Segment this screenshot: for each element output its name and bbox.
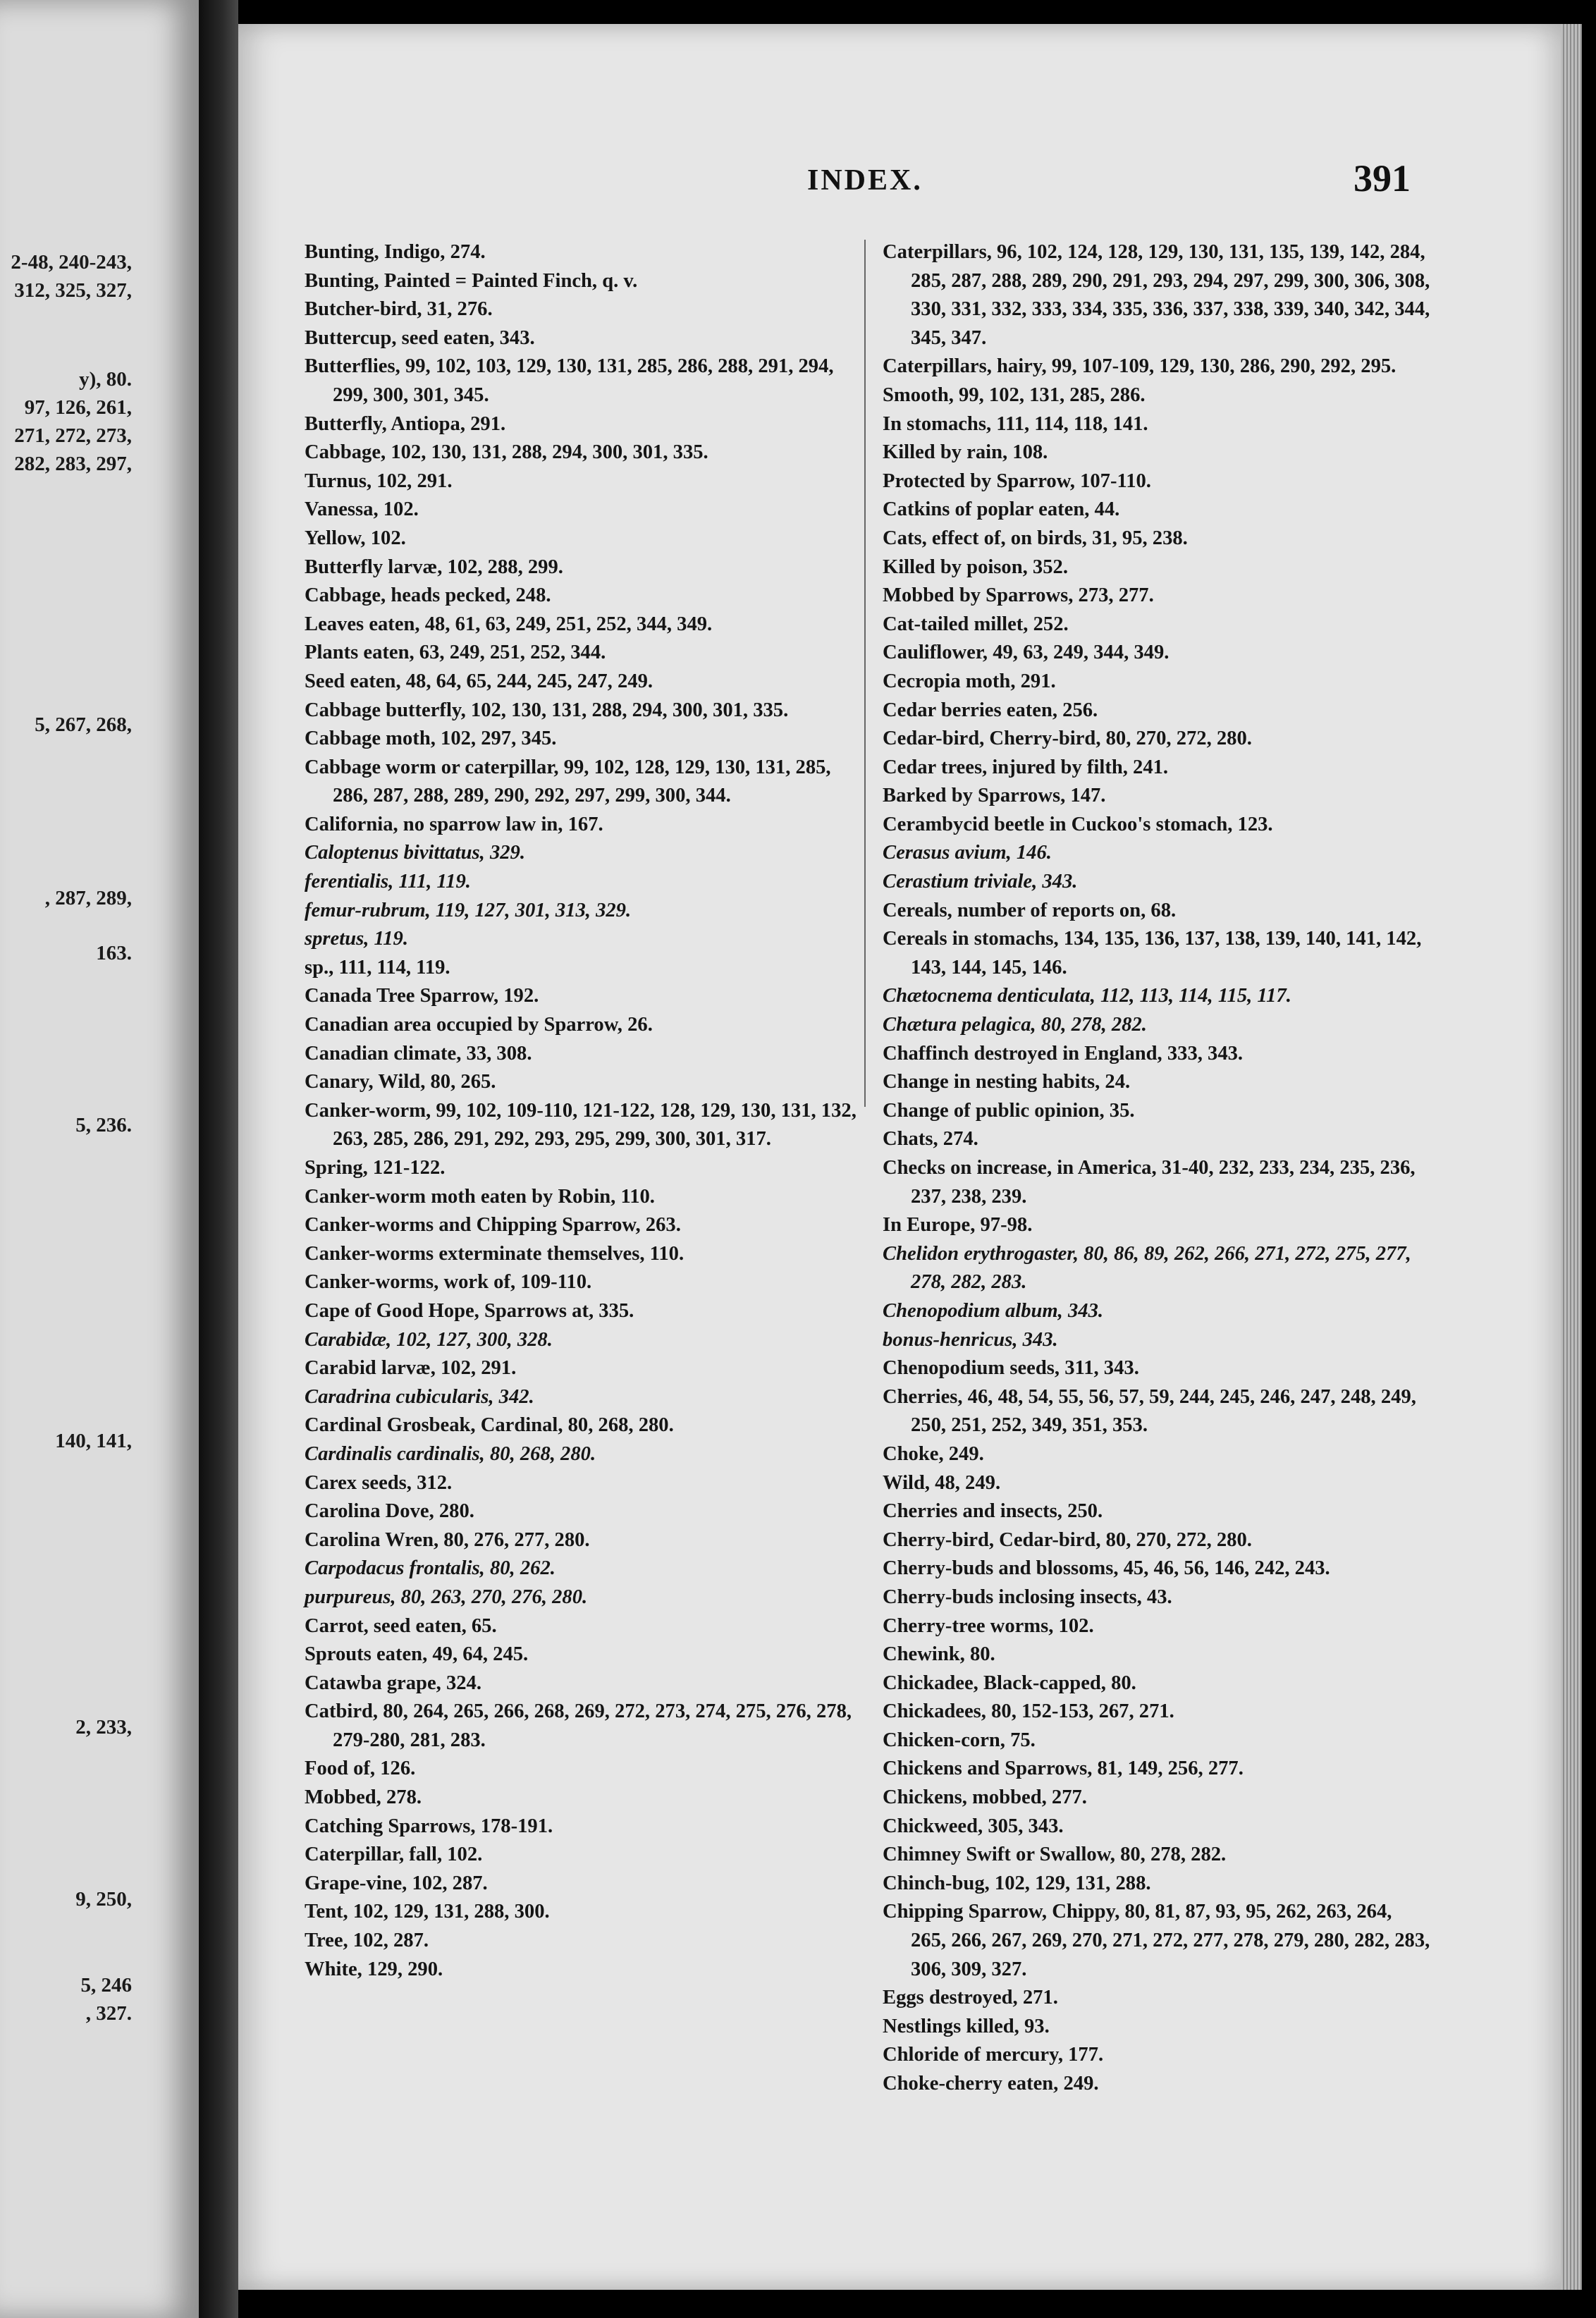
- index-entry: Cardinalis cardinalis, 80, 268, 280.: [305, 1442, 596, 1465]
- index-entry: Carolina Dove, 280.: [305, 1500, 474, 1523]
- index-entry: Canker-worm moth eaten by Robin, 110.: [305, 1185, 655, 1208]
- index-entry: Choke-cherry eaten, 249.: [883, 2073, 1099, 2095]
- index-entry: Cedar trees, injured by filth, 241.: [883, 756, 1169, 778]
- index-entry: Seed eaten, 48, 64, 65, 244, 245, 247, 249.: [305, 670, 653, 692]
- index-entry: White, 129, 290.: [305, 1958, 443, 1980]
- index-entry: Caterpillars, hairy, 99, 107-109, 129, 130, 286, 290, 292, 295.: [883, 355, 1396, 378]
- index-entry: Caloptenus bivittatus, 329.: [305, 842, 525, 864]
- facing-page-text: 2, 233,: [75, 1716, 132, 1738]
- index-entry: Carex seeds, 312.: [305, 1471, 453, 1494]
- index-entry: Catbird, 80, 264, 265, 266, 268, 269, 272, 273, 274, 275, 276, 278, 279-280, 281, 283.: [305, 1700, 852, 1751]
- index-entry: Grape-vine, 102, 287.: [305, 1872, 488, 1894]
- index-entry: Buttercup, seed eaten, 343.: [305, 326, 535, 349]
- index-entry: Tree, 102, 287.: [305, 1930, 429, 1952]
- page-title: INDEX.: [807, 164, 923, 197]
- index-entry: Chimney Swift or Swallow, 80, 278, 282.: [883, 1844, 1227, 1866]
- index-entry: Canker-worm, 99, 102, 109-110, 121-122, 128, 129, 130, 131, 132, 263, 285, 286, 291, 292, 293, 295, 299, 300, 301, 317.: [305, 1099, 857, 1151]
- index-entry: Cherry-tree worms, 102.: [883, 1614, 1094, 1637]
- index-entry: Caterpillars, 96, 102, 124, 128, 129, 130, 131, 135, 139, 142, 284, 285, 287, 288, 289, 290, 291, 293, 294, 297, 299, 300, 306, 308, 330, 331, 332, 333, 334, 335, 336, 337, 338, 339, 340, 342, 344, 345, 347.: [883, 241, 1430, 349]
- index-entry: Butterflies, 99, 102, 103, 129, 130, 131, 285, 286, 288, 291, 294, 299, 300, 301, 345.: [305, 355, 834, 406]
- index-entry: Chickens and Sparrows, 81, 149, 256, 277.: [883, 1758, 1244, 1780]
- facing-page-text: 282, 283, 297,: [14, 453, 132, 475]
- index-entry: Yellow, 102.: [305, 527, 406, 549]
- index-entry: Carrot, seed eaten, 65.: [305, 1614, 497, 1637]
- index-entry: Checks on increase, in America, 31-40, 232, 233, 234, 235, 236, 237, 238, 239.: [883, 1157, 1416, 1208]
- index-entry: Plants eaten, 63, 249, 251, 252, 344.: [305, 642, 606, 664]
- index-entry: Cat-tailed millet, 252.: [883, 613, 1069, 635]
- index-entry: bonus-henricus, 343.: [883, 1328, 1058, 1351]
- index-entry: Smooth, 99, 102, 131, 285, 286.: [883, 384, 1146, 406]
- index-entry: Cedar berries eaten, 256.: [883, 699, 1098, 721]
- index-entry: Chickens, mobbed, 277.: [883, 1786, 1087, 1809]
- index-entry: Catching Sparrows, 178-191.: [305, 1815, 553, 1837]
- index-entry: Canary, Wild, 80, 265.: [305, 1071, 496, 1093]
- index-entry: Turnus, 102, 291.: [305, 470, 453, 492]
- index-entry: sp., 111, 114, 119.: [305, 956, 450, 979]
- index-entry: Canada Tree Sparrow, 192.: [305, 985, 539, 1007]
- index-entry: Chipping Sparrow, Chippy, 80, 81, 87, 93, 95, 262, 263, 264, 265, 266, 267, 269, 270, 271, 272, 277, 278, 279, 280, 282, 283, 306, 309, 327.: [883, 1901, 1430, 1980]
- index-entry: purpureus, 80, 263, 270, 276, 280.: [305, 1586, 588, 1608]
- index-entry: Cereals in stomachs, 134, 135, 136, 137, 138, 139, 140, 141, 142, 143, 144, 145, 146.: [883, 928, 1422, 979]
- facing-page-text: , 287, 289,: [44, 887, 132, 909]
- index-entry: Cherry-buds and blossoms, 45, 46, 56, 146, 242, 243.: [883, 1557, 1330, 1580]
- index-entry: Cabbage, 102, 130, 131, 288, 294, 300, 301, 335.: [305, 441, 708, 464]
- index-entry: Cabbage, heads pecked, 248.: [305, 584, 551, 607]
- facing-page-text: y), 80.: [79, 368, 132, 391]
- index-entry: Eggs destroyed, 271.: [883, 1987, 1058, 2009]
- facing-page-text: 5, 236.: [75, 1114, 132, 1136]
- facing-page-fragment: [0, 0, 199, 2318]
- index-entry: Chickweed, 305, 343.: [883, 1815, 1064, 1837]
- index-entry: Butterfly, Antiopa, 291.: [305, 412, 506, 435]
- index-entry: Chicken-corn, 75.: [883, 1729, 1036, 1751]
- index-entry: Barked by Sparrows, 147.: [883, 785, 1106, 807]
- page-number: 391: [1353, 157, 1411, 200]
- index-entry: ferentialis, 111, 119.: [305, 871, 471, 893]
- facing-page-text: 163.: [96, 942, 132, 964]
- index-entry: Mobbed by Sparrows, 273, 277.: [883, 584, 1154, 607]
- index-entry: Cerastium triviale, 343.: [883, 871, 1078, 893]
- index-entry: Chinch-bug, 102, 129, 131, 288.: [883, 1872, 1151, 1894]
- index-entry: Chats, 274.: [883, 1128, 978, 1151]
- index-entry: Cerambycid beetle in Cuckoo's stomach, 123.: [883, 813, 1273, 835]
- index-entry: Food of, 126.: [305, 1758, 416, 1780]
- index-entry: Cecropia moth, 291.: [883, 670, 1056, 692]
- index-entry: Canker-worms exterminate themselves, 110.: [305, 1242, 685, 1265]
- index-entry: Cherries, 46, 48, 54, 55, 56, 57, 59, 244, 245, 246, 247, 248, 249, 250, 251, 252, 349, 351, 353.: [883, 1385, 1416, 1437]
- index-entry: Wild, 48, 249.: [883, 1471, 1001, 1494]
- index-entry: Mobbed, 278.: [305, 1786, 422, 1809]
- index-entry: Cedar-bird, Cherry-bird, 80, 270, 272, 280.: [883, 728, 1252, 750]
- facing-page-text: 271, 272, 273,: [14, 424, 132, 447]
- index-entry: Vanessa, 102.: [305, 498, 419, 521]
- index-entry: California, no sparrow law in, 167.: [305, 813, 603, 835]
- index-entry: femur-rubrum, 119, 127, 301, 313, 329.: [305, 899, 632, 921]
- facing-page-text: 312, 325, 327,: [14, 279, 132, 302]
- facing-page-text: 9, 250,: [75, 1888, 132, 1911]
- index-entry: Change in nesting habits, 24.: [883, 1071, 1131, 1093]
- facing-page-text: 140, 141,: [55, 1430, 132, 1452]
- index-entry: Chelidon erythrogaster, 80, 86, 89, 262, 266, 271, 272, 275, 277, 278, 282, 283.: [883, 1242, 1411, 1294]
- index-entry: In stomachs, 111, 114, 118, 141.: [883, 412, 1148, 435]
- index-entry: Carolina Wren, 80, 276, 277, 280.: [305, 1528, 590, 1551]
- page-edges: [1561, 24, 1582, 2290]
- index-entry: Caradrina cubicularis, 342.: [305, 1385, 534, 1408]
- index-entry: Canadian climate, 33, 308.: [305, 1042, 532, 1065]
- index-entry: Chætura pelagica, 80, 278, 282.: [883, 1014, 1147, 1036]
- index-entry: Chloride of mercury, 177.: [883, 2044, 1104, 2066]
- index-entry: Bunting, Indigo, 274.: [305, 241, 486, 263]
- facing-page-text: 97, 126, 261,: [24, 396, 132, 419]
- index-entry: Choke, 249.: [883, 1442, 984, 1465]
- index-entry: Cats, effect of, on birds, 31, 95, 238.: [883, 527, 1188, 549]
- book-gutter: [199, 0, 238, 2318]
- index-entry: Cardinal Grosbeak, Cardinal, 80, 268, 280.: [305, 1414, 674, 1437]
- index-entry: Sprouts eaten, 49, 64, 245.: [305, 1643, 529, 1666]
- index-column-right: [883, 238, 1431, 2099]
- index-entry: Butcher-bird, 31, 276.: [305, 298, 493, 321]
- index-entry: Caterpillar, fall, 102.: [305, 1844, 483, 1866]
- index-entry: Cabbage butterfly, 102, 130, 131, 288, 294, 300, 301, 335.: [305, 699, 789, 721]
- index-entry: Catkins of poplar eaten, 44.: [883, 498, 1120, 521]
- index-entry: Tent, 102, 129, 131, 288, 300.: [305, 1901, 550, 1923]
- index-entry: Cabbage worm or caterpillar, 99, 102, 128, 129, 130, 131, 285, 286, 287, 288, 289, 290, 292, 297, 299, 300, 344.: [305, 756, 831, 807]
- index-entry: Cauliflower, 49, 63, 249, 344, 349.: [883, 642, 1170, 664]
- index-entry: Canadian area occupied by Sparrow, 26.: [305, 1014, 653, 1036]
- index-entry: Chaffinch destroyed in England, 333, 343.: [883, 1042, 1244, 1065]
- index-entry: Protected by Sparrow, 107-110.: [883, 470, 1151, 492]
- index-entry: Change of public opinion, 35.: [883, 1099, 1135, 1122]
- facing-page-text: , 327.: [85, 2002, 132, 2025]
- index-entry: Chætocnema denticulata, 112, 113, 114, 115, 117.: [883, 985, 1291, 1007]
- index-entry: Butterfly larvæ, 102, 288, 299.: [305, 556, 563, 578]
- facing-page-text: 2-48, 240-243,: [11, 251, 132, 274]
- index-entry: Cabbage moth, 102, 297, 345.: [305, 728, 557, 750]
- index-entry: Chewink, 80.: [883, 1643, 995, 1666]
- index-entry: Cherries and insects, 250.: [883, 1500, 1103, 1523]
- index-entry: Killed by poison, 352.: [883, 556, 1068, 578]
- index-entry: Cherry-buds inclosing insects, 43.: [883, 1586, 1172, 1608]
- facing-page-text: 5, 267, 268,: [35, 713, 132, 736]
- index-entry: Carpodacus frontalis, 80, 262.: [305, 1557, 555, 1580]
- index-entry: Chickadee, Black-capped, 80.: [883, 1672, 1136, 1694]
- index-entry: Cerasus avium, 146.: [883, 842, 1052, 864]
- index-entry: Cereals, number of reports on, 68.: [883, 899, 1177, 921]
- index-entry: Canker-worms and Chipping Sparrow, 263.: [305, 1214, 681, 1237]
- index-entry: spretus, 119.: [305, 928, 408, 950]
- index-entry: Cape of Good Hope, Sparrows at, 335.: [305, 1299, 634, 1322]
- index-entry: In Europe, 97-98.: [883, 1214, 1033, 1237]
- index-entry: Chenopodium album, 343.: [883, 1299, 1104, 1322]
- index-entry: Chenopodium seeds, 311, 343.: [883, 1357, 1139, 1380]
- index-entry: Nestlings killed, 93.: [883, 2015, 1050, 2037]
- index-entry: Catawba grape, 324.: [305, 1672, 481, 1694]
- index-entry: Canker-worms, work of, 109-110.: [305, 1271, 592, 1294]
- index-entry: Killed by rain, 108.: [883, 441, 1048, 464]
- index-entry: Chickadees, 80, 152-153, 267, 271.: [883, 1700, 1174, 1723]
- index-entry: Carabid larvæ, 102, 291.: [305, 1357, 517, 1380]
- index-entry: Cherry-bird, Cedar-bird, 80, 270, 272, 280.: [883, 1528, 1252, 1551]
- index-entry: Leaves eaten, 48, 61, 63, 249, 251, 252, 344, 349.: [305, 613, 713, 635]
- index-entry: Bunting, Painted = Painted Finch, q. v.: [305, 269, 638, 292]
- index-entry: Spring, 121-122.: [305, 1157, 446, 1179]
- index-column-left: [305, 238, 866, 1984]
- index-entry: Carabidæ, 102, 127, 300, 328.: [305, 1328, 553, 1351]
- facing-page-text: 5, 246: [80, 1974, 132, 1997]
